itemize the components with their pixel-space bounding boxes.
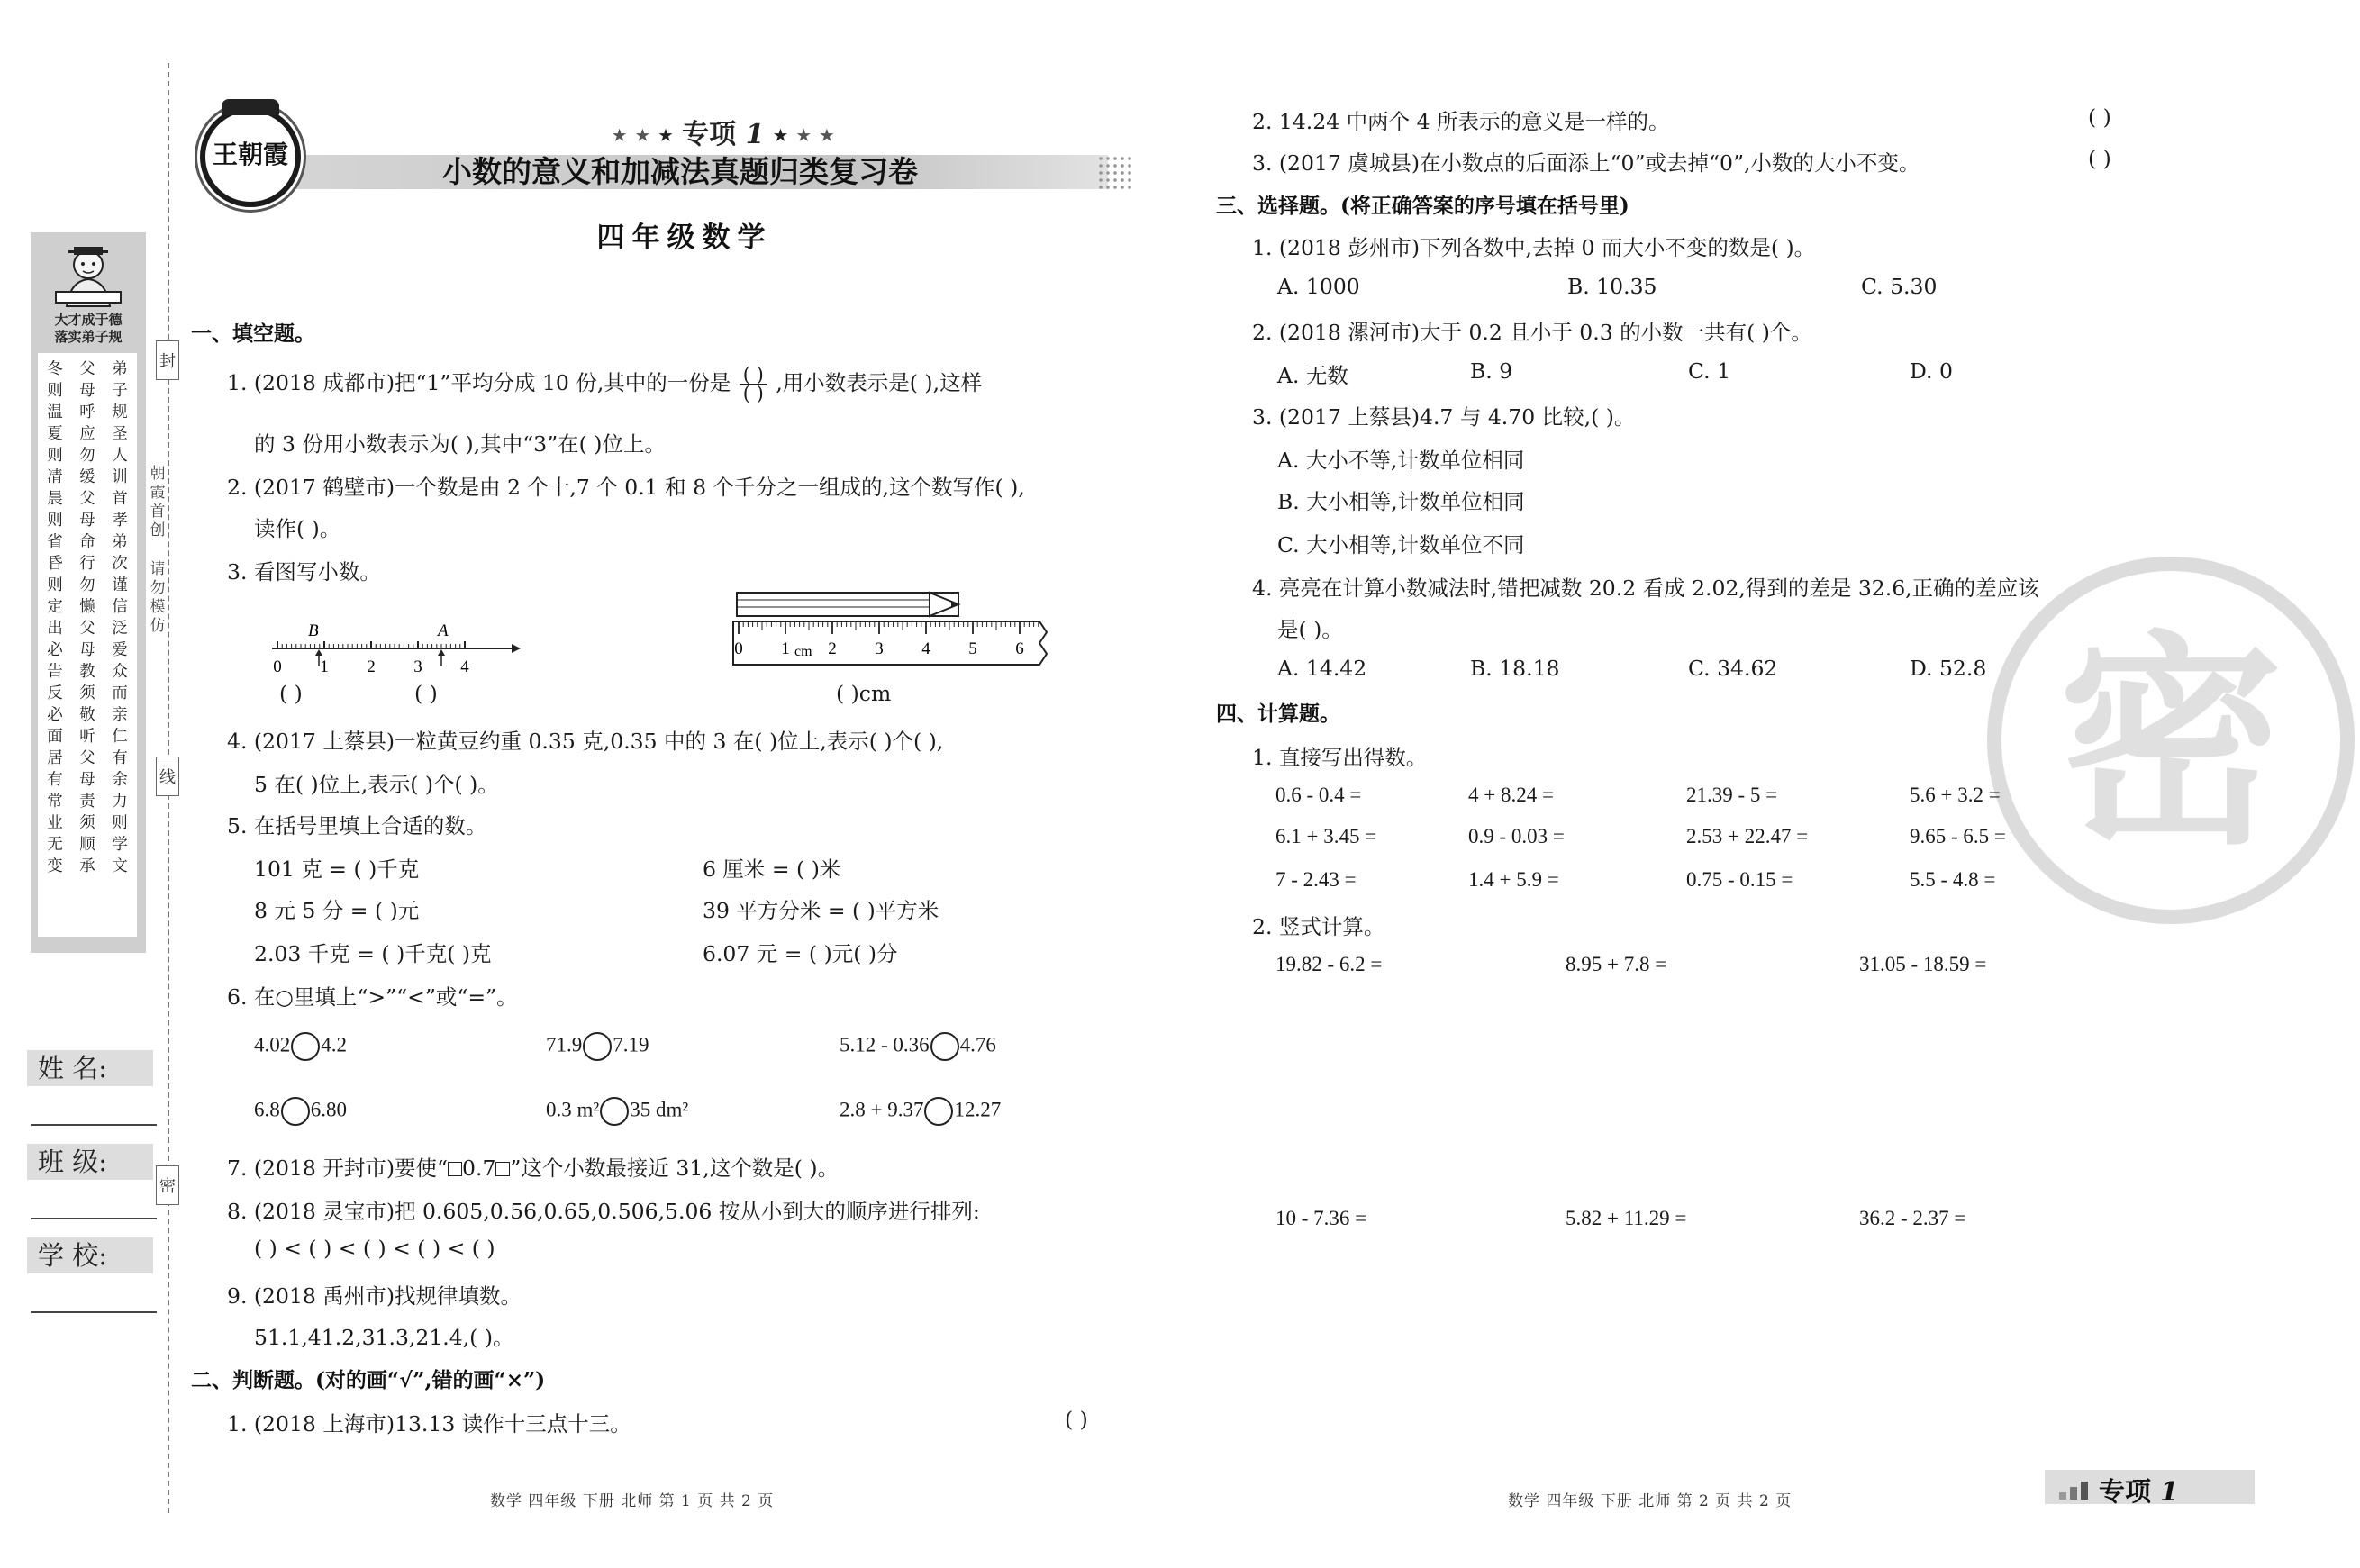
vertical-calc-item: 10 - 7.36 =: [1275, 1207, 1367, 1229]
watermark-character: 密: [2058, 612, 2283, 875]
number-line-blank-a[interactable]: ( ): [414, 681, 438, 706]
compare-left: 0.3 m²: [546, 1098, 600, 1121]
number-line-tick-label: 4: [460, 657, 469, 676]
question-7: [227, 1151, 839, 1182]
choice-4-option-c[interactable]: C. 34.62: [1688, 656, 1778, 681]
section-calculation: 四、计算题。: [1216, 702, 1340, 726]
ruler-tick-label: 4: [921, 639, 930, 658]
ruler-figure: [730, 589, 1050, 679]
compare-right: 35 dm²: [630, 1098, 689, 1121]
choice-1-option-a[interactable]: A. 1000: [1277, 274, 1360, 299]
calc-item: 5.5 - 4.8 =: [1910, 868, 1996, 891]
question-4-line-2: 5 在( )位上,表示( )个( )。: [254, 772, 499, 797]
judge-2: 2. 14.24 中两个 4 所表示的意义是一样的。: [1252, 109, 1670, 134]
star-icon: ★: [820, 127, 834, 145]
school-field[interactable]: [31, 1311, 157, 1313]
name-label: 姓 名:: [27, 1050, 153, 1086]
choice-3-option-a[interactable]: A. 大小不等,计数单位相同: [1277, 448, 1525, 473]
judge-2-blank[interactable]: ( ): [2088, 104, 2111, 130]
calc-item: 0.75 - 0.15 =: [1686, 868, 1793, 891]
point-a-label: A: [438, 621, 449, 640]
scholar-mascot-icon: [40, 238, 137, 308]
vertical-calc-item: 8.95 + 7.8 =: [1566, 953, 1667, 975]
star-icon: ★: [796, 127, 811, 145]
topic-number: 1: [745, 119, 765, 150]
calc-item: 4 + 8.24 =: [1468, 784, 1554, 806]
choice-2: 2. (2018 漯河市)大于 0.2 且小于 0.3 的小数一共有( )个。: [1252, 320, 1812, 345]
judge-1: 1. (2018 上海市)13.13 读作十三点十三。: [227, 1411, 631, 1437]
dizigui-text: [38, 353, 137, 937]
number-line-blank-b[interactable]: ( ): [279, 681, 303, 706]
vertical-calc-item: 36.2 - 2.37 =: [1859, 1207, 1966, 1229]
choice-4-option-d[interactable]: D. 52.8: [1910, 656, 1987, 681]
star-icon: ★: [613, 127, 627, 145]
footer-page-1: 数学 四年级 下册 北师 第 1 页 共 2 页: [490, 1492, 775, 1510]
compare-right: 12.27: [954, 1098, 1002, 1121]
choice-3-option-b[interactable]: B. 大小相等,计数单位相同: [1277, 489, 1525, 514]
ruler-tick-label: 1: [781, 639, 790, 658]
footer-page-2: 数学 四年级 下册 北师 第 2 页 共 2 页: [1508, 1492, 1793, 1510]
choice-2-option-b[interactable]: B. 9: [1470, 358, 1513, 384]
logo-text: 王朝霞: [212, 140, 288, 169]
compare-circle-input[interactable]: [930, 1032, 959, 1061]
question-4-line-1: 4. (2017 上蔡县)一粒黄豆约重 0.35 克,0.35 中的 3 在( )位上,表示( )个( ),: [227, 729, 944, 754]
ruler-tick-label: 3: [875, 639, 884, 658]
q5-item-4: 39 平方分米 = ( )平方米: [703, 898, 939, 923]
judge-1-blank[interactable]: ( ): [1065, 1407, 1088, 1432]
seal-char-feng: 封: [156, 340, 179, 380]
pencil-body: [737, 593, 958, 616]
compare-left: 71.9: [546, 1033, 583, 1056]
number-line-tick-label: 2: [367, 657, 376, 676]
compare-left: 5.12 - 0.36: [840, 1033, 930, 1056]
star-icon: ★: [658, 127, 673, 145]
q1-text-b: ,用小数表示是( ),这样: [776, 370, 983, 395]
steps-decoration-icon: [2059, 1482, 2095, 1500]
q1-fraction-denominator: ( ): [742, 383, 764, 404]
logo-crown-icon: [222, 99, 279, 115]
choice-4-option-b[interactable]: B. 18.18: [1470, 656, 1560, 681]
q5-item-2: 6 厘米 = ( )米: [703, 857, 841, 882]
calc-item: 6.1 + 3.45 =: [1275, 825, 1377, 847]
question-9: 9. (2018 禹州市)找规律填数。: [227, 1283, 522, 1309]
motto-line-2: 落实弟子规: [54, 329, 123, 345]
choice-2-option-c[interactable]: C. 1: [1688, 358, 1731, 384]
seal-note-original: 朝霞首创: [150, 465, 166, 539]
seal-note-no-copy: 请勿模仿: [150, 560, 166, 635]
topic-label: 专项: [682, 119, 737, 150]
footer-topic-number: 1: [2160, 1476, 2179, 1507]
compare-left: 2.8 + 9.37: [840, 1098, 924, 1121]
vertical-calc-item: 31.05 - 18.59 =: [1859, 953, 1987, 975]
number-line-arrow-icon: [512, 644, 521, 653]
choice-1: 1. (2018 彭州市)下列各数中,去掉 0 而大小不变的数是( )。: [1252, 235, 1816, 260]
motto: [32, 312, 144, 346]
point-b-label: B: [308, 621, 319, 640]
number-line-ticks: [277, 641, 465, 648]
vertical-calc-item: 5.82 + 11.29 =: [1566, 1207, 1687, 1229]
q5-item-5: 2.03 千克 = ( )千克( )克: [254, 941, 492, 966]
ruler-tick-label: 6: [1015, 639, 1024, 658]
q7-mid: 0.7: [462, 1156, 496, 1181]
compare-right: 4.2: [321, 1033, 347, 1056]
number-line-tick-label: 0: [273, 657, 282, 676]
choice-2-option-d[interactable]: D. 0: [1910, 358, 1953, 384]
choice-4-line-2: 是( )。: [1277, 617, 1343, 642]
digit-box-input[interactable]: [448, 1162, 462, 1176]
dizigui-column-2: 父母呼应勿缓父母命行勿懒父母教须敬听父母责须顺承: [79, 360, 95, 875]
calc-item: 5.6 + 3.2 =: [1910, 784, 2001, 806]
ruler-body: [733, 621, 1047, 665]
compare-item-3: [840, 1032, 996, 1061]
calc-part-2: 2. 竖式计算。: [1252, 914, 1385, 939]
seal-char-xian: 线: [156, 757, 179, 796]
compare-right: 6.80: [310, 1098, 347, 1121]
question-8-line-2: ( ) < ( ) < ( ) < ( ) < ( ): [254, 1236, 495, 1261]
footer-topic: [2099, 1472, 2178, 1509]
class-label: 班 级:: [27, 1144, 153, 1180]
question-2-line-1: 2. (2017 鹤壁市)一个数是由 2 个十,7 个 0.1 和 8 个千分之一组成的,这个数写作( ),: [227, 475, 1025, 500]
seal-char-mi: 密: [156, 1165, 179, 1205]
choice-3-option-c[interactable]: C. 大小相等,计数单位不同: [1277, 532, 1525, 557]
school-label: 学 校:: [27, 1237, 153, 1273]
q5-item-6: 6.07 元 = ( )元( )分: [703, 941, 898, 966]
compare-circle-input[interactable]: [924, 1097, 953, 1126]
question-1-line-2: 的 3 份用小数表示为( ),其中“3”在( )位上。: [254, 431, 666, 457]
question-6: 6. 在○里填上“>”“<”或“=”。: [227, 984, 518, 1010]
footer-topic-label: 专项: [2099, 1476, 2152, 1507]
watermark-seal-icon: [1982, 551, 2360, 929]
number-line-figure: [267, 620, 519, 710]
question-1-line-1: [227, 366, 982, 403]
choice-2-option-a[interactable]: A. 无数: [1277, 363, 1348, 388]
q5-item-1: 101 克 = ( )千克: [254, 857, 420, 882]
star-icon: ★: [773, 127, 788, 145]
q7-text-b: ”这个小数最接近 31,这个数是( )。: [510, 1156, 840, 1181]
calc-item: 1.4 + 5.9 =: [1468, 868, 1559, 891]
title-band-dots: [1097, 155, 1135, 189]
choice-4-line-1: 4. 亮亮在计算小数减法时,错把减数 20.2 看成 2.02,得到的差是 32.6,正确的差应该: [1252, 576, 2039, 601]
dizigui-column-3: 冬则温夏则凊晨则省昏则定出必告反必面居有常业无变: [47, 360, 63, 875]
compare-right: 4.76: [959, 1033, 996, 1056]
compare-left: 4.02: [254, 1033, 291, 1056]
question-9-sequence: 51.1,41.2,31.3,21.4,( )。: [254, 1325, 514, 1350]
star-icon: ★: [635, 127, 649, 145]
class-field[interactable]: [31, 1218, 157, 1219]
ruler-tick-label: 0: [734, 639, 743, 658]
ruler-answer[interactable]: ( )cm: [836, 681, 892, 706]
calc-item: 21.39 - 5 =: [1686, 784, 1778, 806]
compare-left: 6.8: [254, 1098, 280, 1121]
section-true-false: 二、判断题。(对的画“√”,错的画“×”): [191, 1368, 546, 1392]
name-field[interactable]: [31, 1124, 157, 1126]
q1-fraction[interactable]: [740, 366, 767, 403]
choice-4-option-a[interactable]: A. 14.42: [1277, 656, 1367, 681]
compare-item-5: [546, 1097, 688, 1126]
q5-item-3: 8 元 5 分 = ( )元: [254, 898, 420, 923]
ruler-unit-label: cm: [794, 644, 812, 659]
compare-item-4: [254, 1097, 347, 1126]
choice-1-option-c[interactable]: C. 5.30: [1861, 274, 1938, 299]
q1-fraction-numerator: ( ): [740, 366, 767, 385]
number-line-tick-label: 1: [320, 657, 329, 676]
vertical-calc-item: 19.82 - 6.2 =: [1275, 953, 1383, 975]
calc-item: 7 - 2.43 =: [1275, 868, 1357, 891]
calc-item: 0.9 - 0.03 =: [1468, 825, 1565, 847]
compare-item-6: [840, 1097, 1001, 1126]
calc-item: 0.6 - 0.4 =: [1275, 784, 1362, 806]
section-fill-blank: 一、填空题。: [191, 322, 315, 346]
choice-1-option-b[interactable]: B. 10.35: [1567, 274, 1657, 299]
q7-text-a: 7. (2018 开封市)要使“: [227, 1156, 449, 1181]
page-subtitle: 四年级数学: [596, 222, 773, 254]
compare-circle-input[interactable]: [291, 1032, 320, 1061]
question-8-line-1: 8. (2018 灵宝市)把 0.605,0.56,0.65,0.506,5.06 按从小到大的顺序进行排列:: [227, 1199, 980, 1224]
calc-item: 2.53 + 22.47 =: [1686, 825, 1809, 847]
ruler-tick-label: 2: [828, 639, 837, 658]
question-2-line-2: 读作( )。: [254, 516, 341, 541]
digit-box-input[interactable]: [495, 1162, 510, 1176]
number-line-tick-label: 3: [413, 657, 422, 676]
topic-heading: [613, 112, 834, 151]
question-3: 3. 看图写小数。: [227, 559, 381, 585]
calc-part-1: 1. 直接写出得数。: [1252, 745, 1428, 770]
compare-right: 7.19: [613, 1033, 649, 1056]
ruler-tick-label: 5: [968, 639, 977, 658]
question-5: 5. 在括号里填上合适的数。: [227, 813, 487, 838]
compare-item-1: [254, 1032, 347, 1061]
compare-circle-input[interactable]: [281, 1097, 310, 1126]
calc-item: 9.65 - 6.5 =: [1910, 825, 2006, 847]
q1-text-a: 1. (2018 成都市)把“1”平均分成 10 份,其中的一份是: [227, 370, 731, 395]
judge-3-blank[interactable]: ( ): [2088, 146, 2111, 171]
compare-circle-input[interactable]: [583, 1032, 612, 1061]
compare-circle-input[interactable]: [600, 1097, 629, 1126]
motto-line-1: 大才成于德: [54, 312, 123, 328]
page-title: 小数的意义和加减法真题归类复习卷: [442, 154, 918, 189]
judge-3: 3. (2017 虞城县)在小数点的后面添上“0”或去掉“0”,小数的大小不变。: [1252, 150, 1920, 176]
compare-item-2: [546, 1032, 649, 1061]
choice-3: 3. (2017 上蔡县)4.7 与 4.70 比较,( )。: [1252, 404, 1636, 430]
section-multiple-choice: 三、选择题。(将正确答案的序号填在括号里): [1216, 194, 1629, 218]
dizigui-column-1: 弟子规圣人训首孝弟次谨信泛爱众而亲仁有余力则学文: [112, 360, 128, 875]
